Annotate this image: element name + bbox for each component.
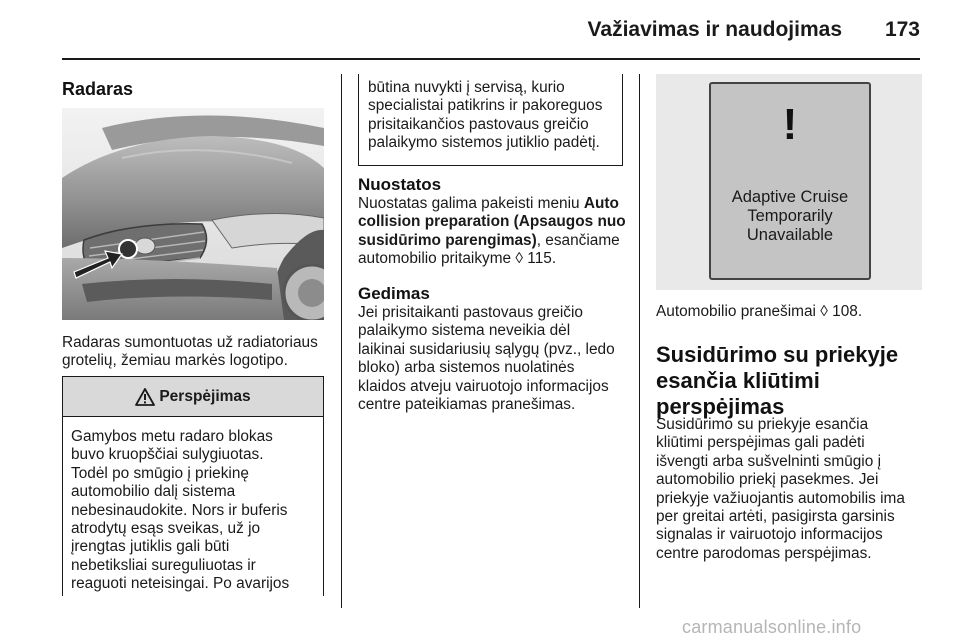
collision-line: signalas ir vairuotojo informacijos	[656, 526, 883, 544]
collision-line: išvengti arba sušvelninti smūgio į	[656, 452, 881, 470]
gedimas-line: laikinai susidariusių sąlygų (pvz., ledo	[358, 340, 615, 358]
collision-line: centre parodomas perspėjimas.	[656, 544, 872, 562]
nuostatos-paragraph	[358, 195, 626, 269]
exclamation-icon: !	[782, 100, 798, 149]
display-message	[711, 188, 869, 245]
display-message-line: Adaptive Cruise	[731, 188, 849, 206]
warning-continued-line: būtina nuvykti į servisą, kurio	[368, 79, 565, 96]
page-ref-108[interactable]: 108.	[832, 303, 863, 320]
gedimas-line: bloko) arba sistemos nuolatinės	[358, 359, 575, 377]
menu-path-parengimas: susidūrimo parengimas)	[358, 231, 537, 249]
page-ref-115[interactable]: 115.	[527, 250, 557, 268]
display-screen	[709, 82, 871, 280]
nuostatos-line-3	[358, 232, 626, 250]
column-divider-2	[639, 74, 640, 608]
warning-line: nebetiksliai sureguliuotas ir	[71, 556, 256, 574]
warning-body	[63, 417, 323, 594]
collision-line: priekyje važiuojantis automobilis ima	[656, 489, 905, 507]
messages-reference	[656, 303, 922, 321]
display-message-line: Unavailable	[746, 226, 834, 244]
gedimas-line: centre pateikiamas pranešimas.	[358, 396, 576, 414]
section-heading-collision-warning	[656, 342, 922, 420]
gedimas-line: Jei prisitaikanti pastovaus greičio	[358, 304, 583, 321]
warning-line: nebesinaudokite. Nors ir buferis	[71, 501, 288, 519]
menu-path-collision: collision preparation (Apsaugos nuo	[358, 213, 626, 231]
column-divider-1	[341, 74, 342, 608]
watermark: carmanualsonline.info	[682, 617, 862, 637]
collision-warning-paragraph	[656, 416, 922, 563]
nuostatos-line-4	[358, 250, 626, 268]
nuostatos-line-4-text: automobilio pritaikyme	[358, 250, 512, 268]
menu-path-auto: Auto	[583, 195, 619, 212]
page-header	[0, 0, 960, 62]
warning-title: Perspėjimas	[159, 387, 251, 405]
collision-line: Susidūrimo su priekyje esančia	[656, 416, 869, 433]
warning-box-continued	[358, 74, 623, 166]
page-title: Važiavimas ir naudojimas	[587, 18, 842, 41]
header-rule	[62, 58, 920, 60]
nuostatos-line-1-text: Nuostatas galima pakeisti meniu	[358, 195, 584, 212]
page-ref-arrow-icon: ◊	[820, 303, 828, 320]
section-heading-gedimas: Gedimas	[358, 284, 430, 303]
radaras-paragraph: Radaras sumontuotas už radiatoriaus grotelių, žemiau markės logotipo.	[62, 334, 318, 370]
collision-line: automobilio priekį pasekmes. Jei	[656, 471, 879, 489]
warning-line: atrodytų esąs sveikas, už jo	[71, 520, 261, 538]
warning-line: Todėl po smūgio į priekinę	[71, 464, 249, 482]
section-heading-radaras: Radaras	[62, 79, 134, 99]
page-number: 173	[884, 18, 920, 41]
gedimas-paragraph	[358, 304, 626, 414]
collision-line: per greitai artėti, pasigirsta garsinis	[656, 508, 895, 526]
warning-triangle-icon	[135, 388, 155, 406]
gedimas-line: klaidos atveju vairuotojo informacijos	[358, 377, 609, 395]
nuostatos-line-1	[358, 195, 626, 213]
collision-line: kliūtimi perspėjimas gali padėti	[656, 434, 865, 452]
section-heading-line: esančia kliūtimi	[656, 368, 820, 393]
section-heading-line: Susidūrimo su priekyje	[656, 342, 899, 367]
warning-line: automobilio dalį sistema	[71, 483, 236, 501]
car-radar-photo	[62, 108, 324, 320]
warning-continued-line: specialistai patikrins ir pakoreguos	[368, 97, 603, 115]
warning-continued-line: palaikymo sistemos jutiklio padėtį.	[368, 134, 600, 152]
section-heading-nuostatos: Nuostatos	[358, 175, 442, 194]
messages-reference-text: Automobilio pranešimai	[656, 303, 816, 320]
section-heading-line: perspėjimas	[656, 394, 785, 419]
nuostatos-line-3-text: , esančiame	[536, 231, 620, 249]
warning-box	[62, 376, 324, 596]
car-illustration	[62, 108, 324, 320]
warning-line: buvo kruopščiai sulygiuotas.	[71, 446, 264, 464]
warning-continued-line: prisitaikančios pastovaus greičio	[368, 115, 589, 133]
warning-line: įrengtas jutiklis gali būti	[71, 538, 230, 556]
driver-info-display-illustration	[656, 74, 922, 290]
warning-line: Gamybos metu radaro blokas	[71, 428, 273, 445]
gedimas-line: palaikymo sistema neveikia dėl	[358, 322, 571, 340]
page-ref-arrow-icon: ◊	[515, 250, 524, 268]
warning-line: reaguoti neteisingai. Po avarijos	[71, 575, 290, 593]
display-message-line: Temporarily	[747, 207, 833, 225]
warning-header	[63, 377, 323, 417]
